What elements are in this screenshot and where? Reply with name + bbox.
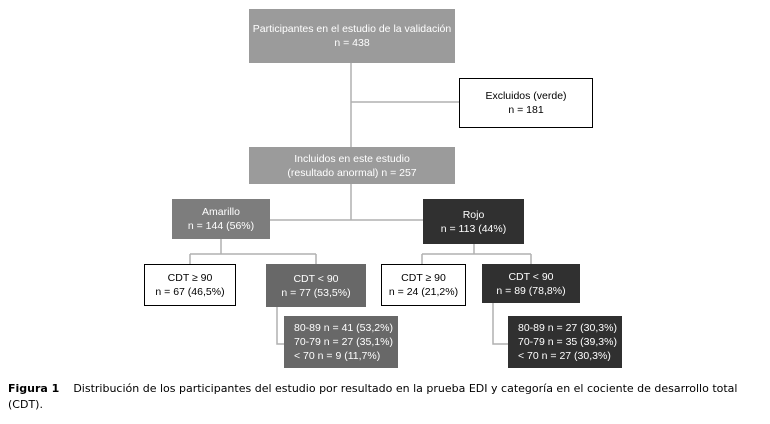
node-rojo-line2: n = 113 (44%) — [440, 222, 507, 235]
node-amarillo-line2: n = 144 (56%) — [187, 220, 255, 232]
node-total-participants — [249, 9, 455, 63]
node-rojo-cdt-ge90 — [381, 264, 466, 306]
node-rojo-ge90-line2: n = 24 (21,2%) — [388, 286, 459, 298]
node-included-line1: Incluidos en este estudio — [294, 152, 410, 165]
node-excluded-line2: n = 181 — [508, 104, 544, 116]
rojo-breakdown-70-79: 70-79 n = 35 (39,3%) — [518, 336, 617, 348]
node-amarillo-line1: Amarillo — [202, 206, 240, 218]
amarillo-breakdown-lt70: < 70 n = 9 (11,7%) — [294, 350, 381, 362]
node-total-line1: Participantes en el estudio de la validación — [252, 23, 452, 35]
node-excluded — [459, 78, 593, 128]
node-amarillo-cdt-ge90 — [144, 264, 236, 306]
figure-caption — [8, 381, 768, 413]
node-amarillo-ge90-line2: n = 67 (46,5%) — [155, 286, 225, 298]
node-rojo-cdt-lt90 — [482, 264, 580, 303]
connector-rojo-breakdown — [493, 303, 508, 344]
node-rojo-lt90-line1: CDT < 90 — [508, 270, 554, 283]
node-rojo — [423, 199, 524, 244]
node-rojo-ge90-line1: CDT ≥ 90 — [401, 272, 446, 284]
rojo-breakdown-80-89: 80-89 n = 27 (30,3%) — [518, 322, 617, 334]
amarillo-breakdown-80-89: 80-89 n = 41 (53,2%) — [294, 322, 393, 334]
node-rojo-line1: Rojo — [462, 208, 485, 221]
node-included — [249, 147, 455, 184]
caption-label: Figura 1 — [8, 382, 60, 395]
rojo-breakdown-lt70: < 70 n = 27 (30,3%) — [518, 350, 611, 362]
node-amarillo-lt90-line2: n = 77 (53,5%) — [281, 286, 351, 299]
node-amarillo-cdt-lt90 — [266, 264, 366, 307]
node-rojo-lt90-line2: n = 89 (78,8%) — [496, 284, 566, 297]
node-rojo-breakdown — [508, 316, 622, 368]
node-amarillo-breakdown — [284, 316, 398, 368]
amarillo-breakdown-70-79: 70-79 n = 27 (35,1%) — [294, 336, 393, 348]
node-amarillo-ge90-line1: CDT ≥ 90 — [167, 272, 213, 284]
node-included-line2: (resultado anormal) n = 257 — [287, 166, 417, 179]
node-excluded-line1: Excluidos (verde) — [485, 90, 567, 102]
node-amarillo — [172, 199, 270, 239]
caption-text: Distribución de los participantes del estudio por resultado en la prueba EDI y categoría en el cociente de desarrollo total (CDT). — [8, 382, 738, 411]
connector-amarillo-breakdown — [277, 307, 284, 344]
node-amarillo-lt90-line1: CDT < 90 — [293, 272, 339, 285]
node-total-line2: n = 438 — [334, 37, 370, 49]
